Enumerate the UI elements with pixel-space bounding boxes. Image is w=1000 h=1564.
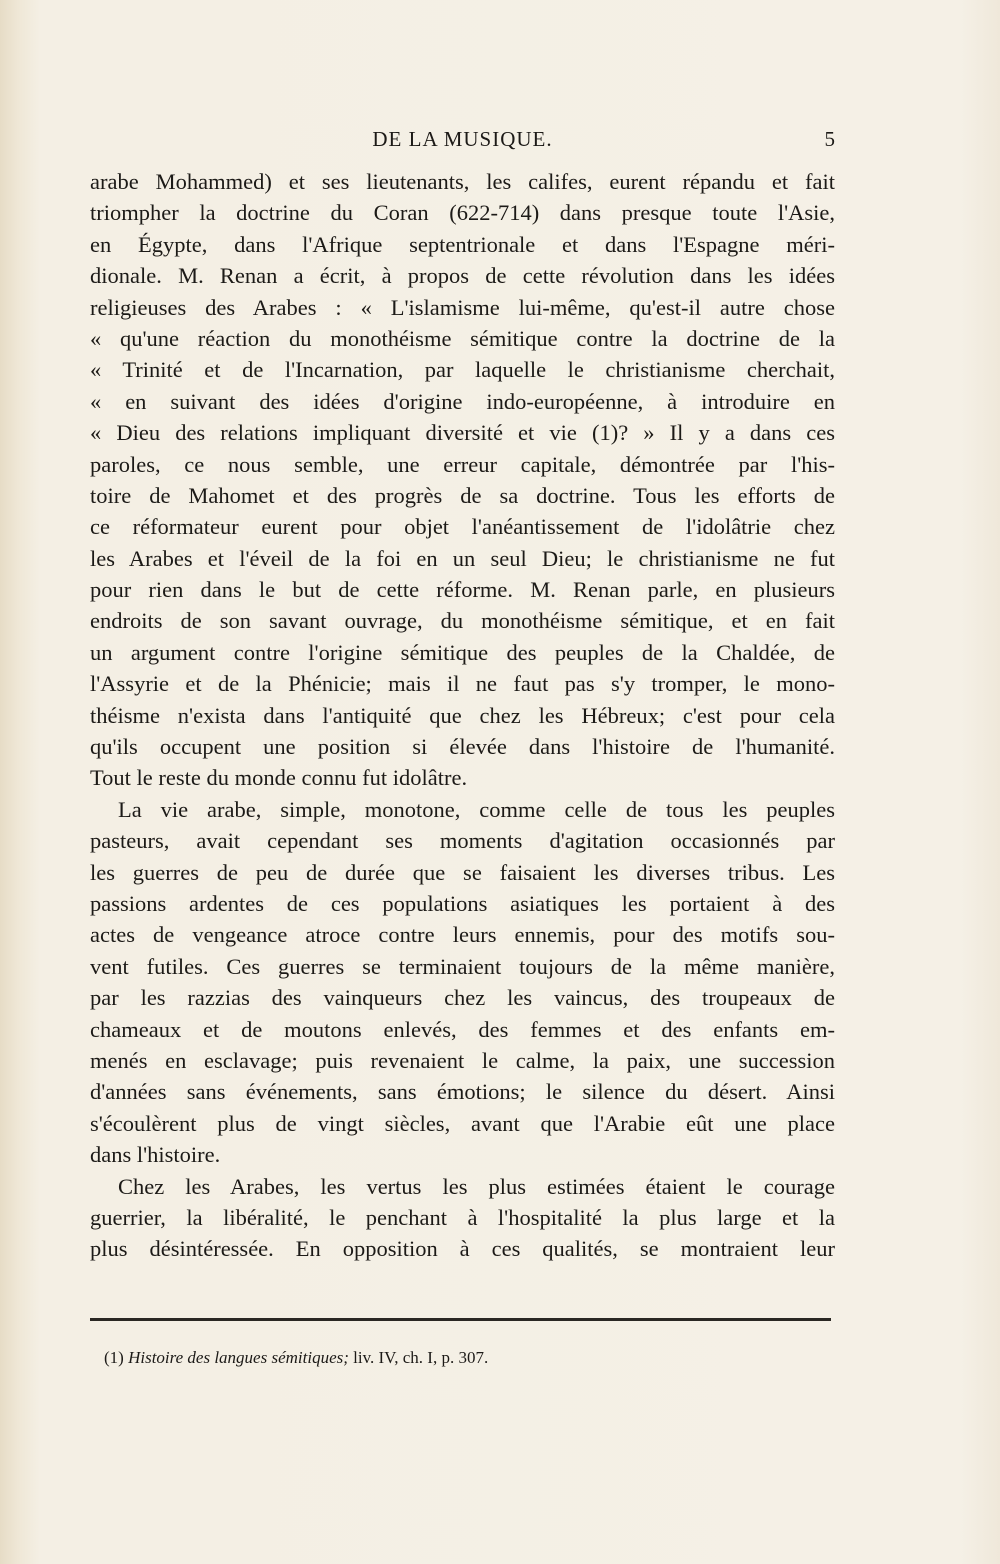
footnote-title: Histoire des langues sémitiques; (128, 1348, 349, 1367)
text-line: l'Assyrie et de la Phénicie; mais il ne faut pas s'y tromper, le mono- (90, 671, 835, 697)
text-line: vent futiles. Ces guerres se terminaient toujours de la même manière, (90, 953, 835, 979)
text-line: « en suivant des idées d'origine indo-européenne, à introduire en (90, 388, 835, 414)
text-line: en Égypte, dans l'Afrique septentrionale et dans l'Espagne méri- (90, 231, 835, 257)
text-line: paroles, ce nous semble, une erreur capitale, démontrée par l'his- (90, 451, 835, 477)
text-line: La vie arabe, simple, monotone, comme celle de tous les peuples (118, 796, 835, 822)
text-line: par les razzias des vainqueurs chez les vaincus, des troupeaux de (90, 985, 835, 1011)
footnote-marker: (1) (104, 1348, 124, 1367)
text-line: « Dieu des relations impliquant diversité et vie (1)? » Il y a dans ces (90, 420, 835, 446)
text-line: toire de Mahomet et des progrès de sa doctrine. Tous les efforts de (90, 482, 835, 508)
text-line: dionale. M. Renan a écrit, à propos de cette révolution dans les idées (90, 263, 835, 289)
text-line: plus désintéressée. En opposition à ces qualités, se montraient leur (90, 1236, 835, 1262)
text-line: chameaux et de moutons enlevés, des femmes et des enfants em- (90, 1016, 835, 1042)
text-line: passions ardentes de ces populations asiatiques les portaient à des (90, 890, 835, 916)
text-line: pour rien dans le but de cette réforme. M. Renan parle, en plusieurs (90, 577, 835, 603)
footnote-reference: liv. IV, ch. I, p. 307. (353, 1348, 489, 1367)
text-line: dans l'histoire. (90, 1142, 221, 1168)
text-line: « qu'une réaction du monothéisme sémitique contre la doctrine de la (90, 325, 835, 351)
text-line: s'écoulèrent plus de vingt siècles, avant que l'Arabie eût une place (90, 1110, 835, 1136)
text-line: actes de vengeance atroce contre leurs ennemis, pour des motifs sou- (90, 922, 835, 948)
footnote-divider (90, 1318, 831, 1321)
text-line: religieuses des Arabes : « L'islamisme lui-même, qu'est-il autre chose (90, 294, 835, 320)
text-line: triompher la doctrine du Coran (622-714) dans presque toute l'Asie, (90, 200, 835, 226)
text-line: endroits de son savant ouvrage, du monothéisme sémitique, et en fait (90, 608, 835, 634)
text-line: qu'ils occupent une position si élevée dans l'histoire de l'humanité. (90, 734, 835, 760)
text-line: théisme n'exista dans l'antiquité que chez les Hébreux; c'est pour cela (90, 702, 835, 728)
text-line: Tout le reste du monde connu fut idolâtre. (90, 765, 468, 791)
page-header (90, 127, 835, 157)
text-line: Chez les Arabes, les vertus les plus estimées étaient le courage (118, 1173, 835, 1199)
text-line: d'années sans événements, sans émotions; le silence du désert. Ainsi (90, 1079, 835, 1105)
footnote (104, 1348, 488, 1368)
text-line: arabe Mohammed) et ses lieutenants, les califes, eurent répandu et fait (90, 169, 835, 194)
text-line: les guerres de peu de durée que se faisaient les diverses tribus. Les (90, 859, 835, 885)
body-text (90, 166, 835, 1265)
text-line: « Trinité et de l'Incarnation, par laquelle le christianisme cherchait, (90, 357, 835, 383)
text-line: pasteurs, avait cependant ses moments d'agitation occasionnés par (90, 828, 835, 854)
text-line: guerrier, la libéralité, le penchant à l'hospitalité la plus large et la (90, 1204, 835, 1230)
text-line: ce réformateur eurent pour objet l'anéantissement de l'idolâtrie chez (90, 514, 835, 540)
page-number: 5 (824, 127, 835, 151)
text-line: un argument contre l'origine sémitique des peuples de la Chaldée, de (90, 639, 835, 665)
running-title: DE LA MUSIQUE. (372, 127, 553, 151)
text-line: les Arabes et l'éveil de la foi en un seul Dieu; le christianisme ne fut (90, 545, 835, 571)
text-line: menés en esclavage; puis revenaient le calme, la paix, une succession (90, 1047, 835, 1073)
